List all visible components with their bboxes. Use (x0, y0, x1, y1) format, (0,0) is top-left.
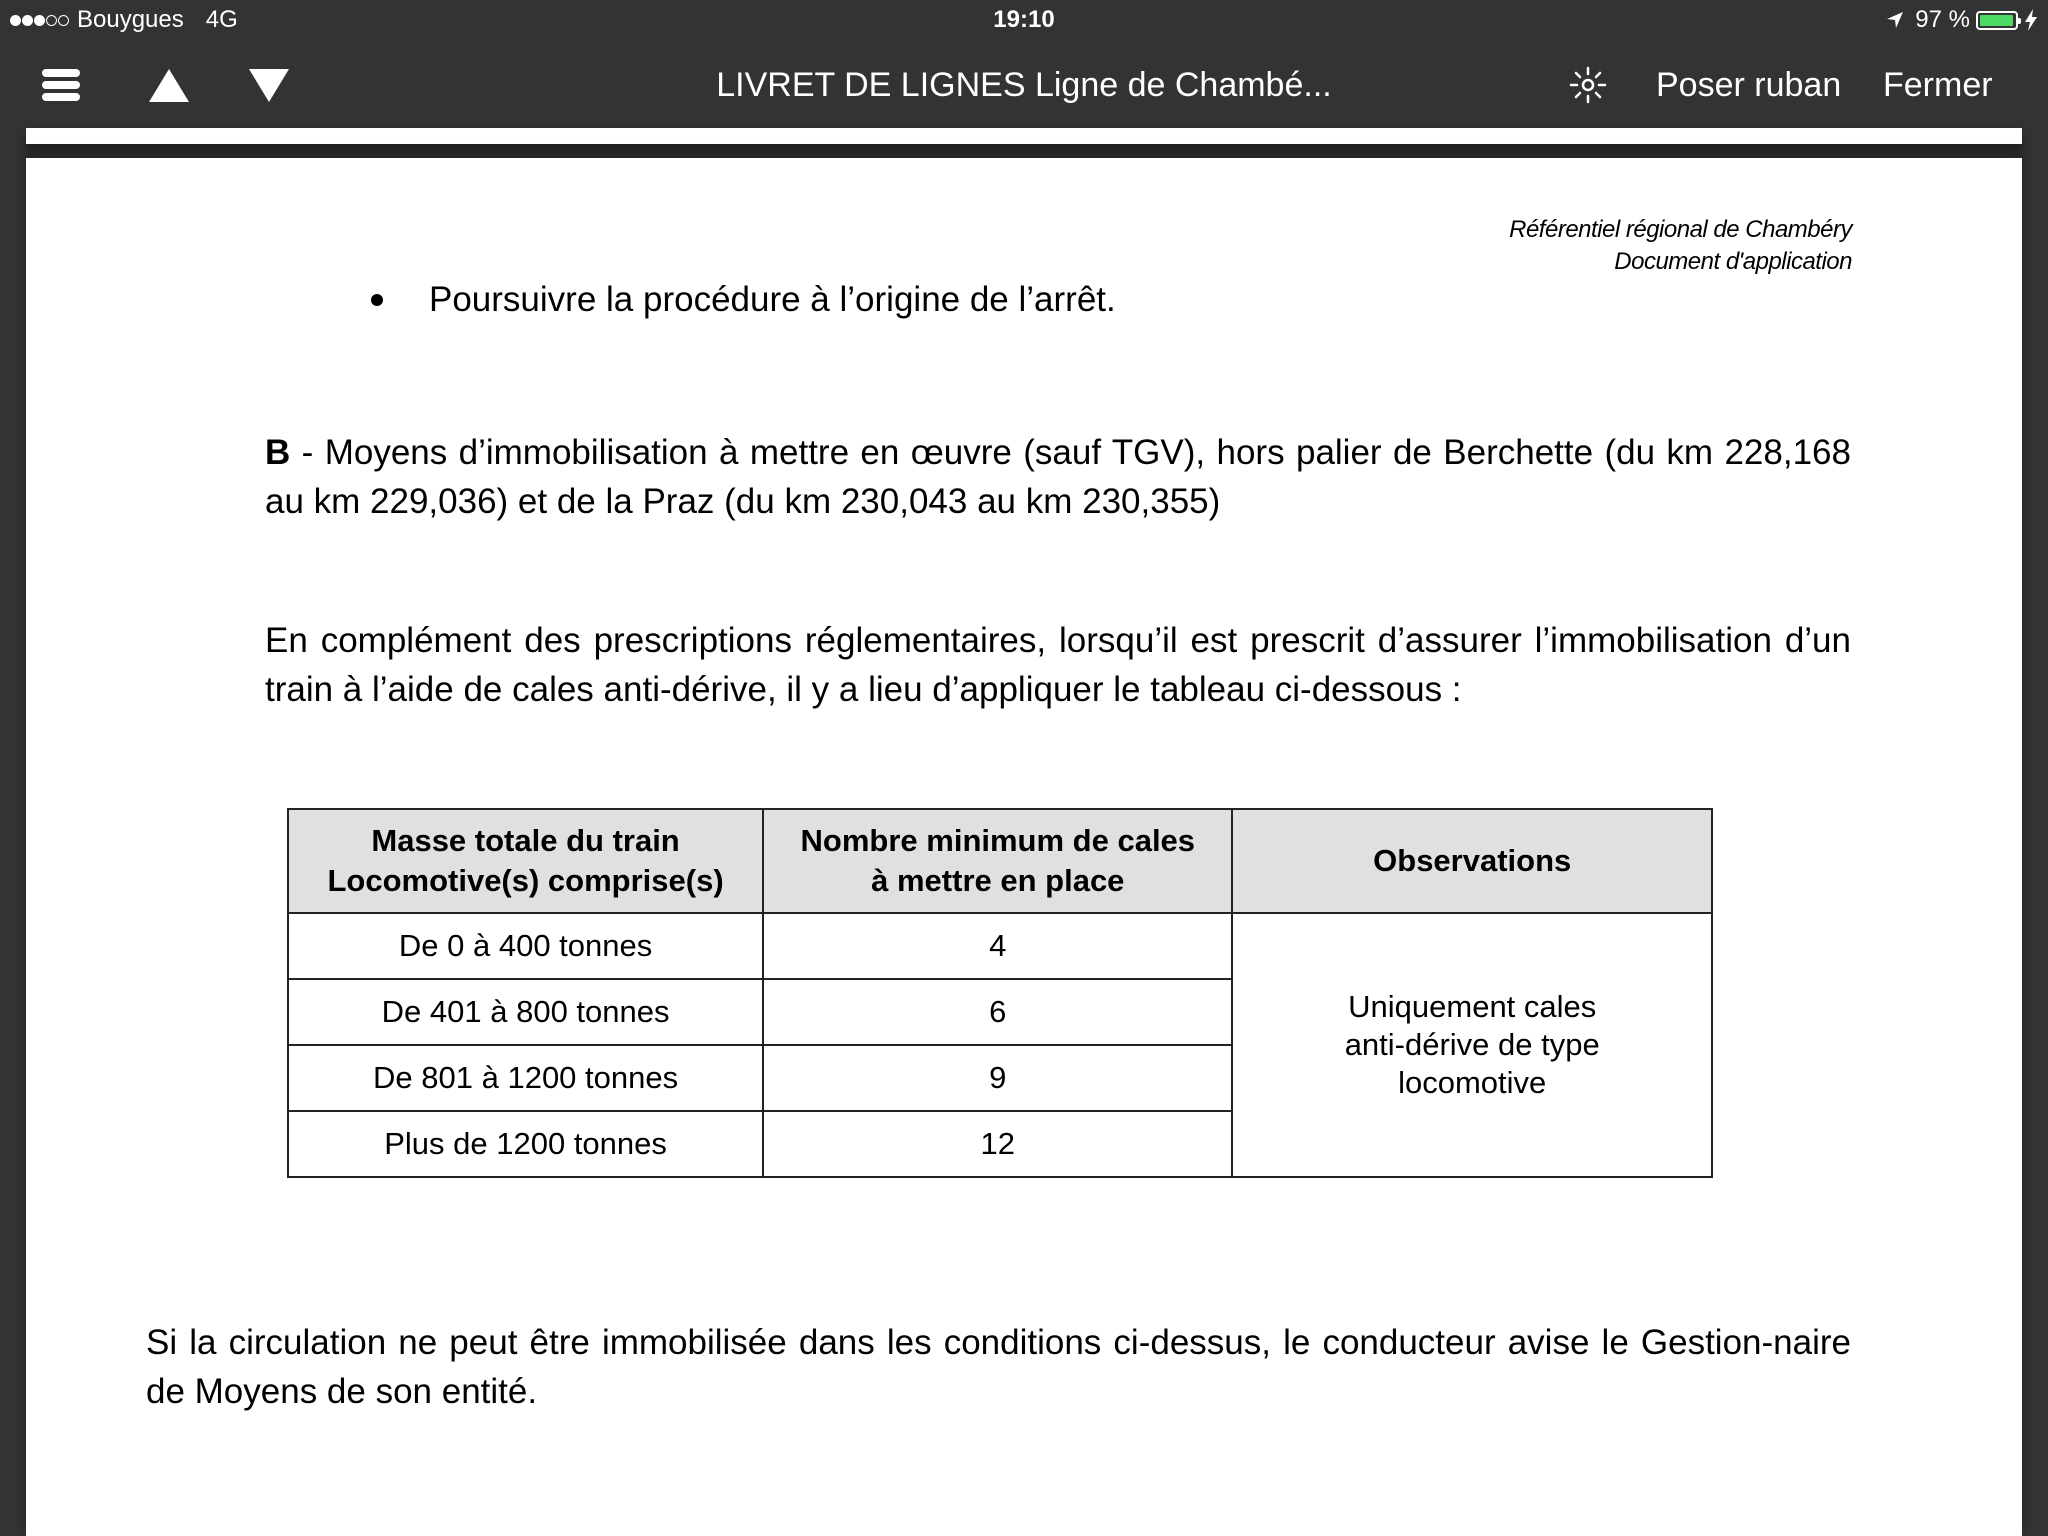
bullet-text: Poursuivre la procédure à l’origine de l’arrêt. (429, 280, 1116, 319)
carrier-name: Bouygues (77, 6, 184, 33)
mass-cell: Plus de 1200 tonnes (288, 1111, 763, 1177)
brightness-icon (1568, 65, 1608, 105)
mass-cell: De 0 à 400 tonnes (288, 913, 763, 979)
brightness-button[interactable] (1566, 42, 1610, 128)
cales-cell: 12 (763, 1111, 1232, 1177)
cales-table (287, 808, 1713, 1178)
close-button[interactable]: Fermer (1883, 66, 1993, 104)
cales-cell: 9 (763, 1045, 1232, 1111)
mass-cell: De 801 à 1200 tonnes (288, 1045, 763, 1111)
menu-button[interactable] (38, 42, 84, 128)
table-header-row (288, 809, 1712, 913)
header-line-2: Document d'application (1614, 248, 1852, 275)
bullet-icon (371, 294, 383, 306)
place-ribbon-button[interactable]: Poser ruban (1656, 66, 1842, 104)
cales-cell: 6 (763, 979, 1232, 1045)
triangle-up-icon (149, 69, 189, 102)
header-mass (288, 809, 763, 913)
status-time: 19:10 (993, 6, 1055, 33)
observation-line-1: Uniquement cales (1348, 989, 1597, 1024)
closing-paragraph: Si la circulation ne peut être immobilisée dans les conditions ci-dessus, le conducteur avise le Gestion-naire de Moyens de son entité. (146, 1323, 1851, 1411)
header-observations-line1: Observations (1373, 843, 1572, 878)
header-line-1: Référentiel régional de Chambéry (1509, 216, 1852, 243)
network-type: 4G (205, 6, 238, 33)
header-cales-line1: Nombre minimum de cales (800, 823, 1196, 858)
cales-cell: 4 (763, 913, 1232, 979)
next-page-button[interactable] (246, 42, 292, 128)
page-header (1509, 214, 1852, 278)
header-mass-line1: Masse totale du train (371, 823, 680, 858)
previous-page-edge (26, 128, 2022, 144)
intro-paragraph: En complément des prescriptions réglementaires, lorsqu’il est prescrit d’assurer l’immobilisation d’un train à l’aide de cales anti-dérive, il y a lieu d’appliquer le tableau ci-dessous : (265, 621, 1851, 709)
section-b-text: - Moyens d’immobilisation à mettre en œuvre (sauf TGV), hors palier de Berchette (du km 228,168 au km 229,036) et de la Praz (du km 230,043 au km 230,355) (265, 433, 1851, 521)
previous-page-button[interactable] (146, 42, 192, 128)
observation-line-3: locomotive (1398, 1065, 1547, 1100)
battery-icon (1976, 11, 2018, 30)
location-arrow-icon (1885, 10, 1905, 30)
header-cales-line2: à mettre en place (871, 863, 1125, 898)
header-cales (763, 809, 1232, 913)
table-row (288, 913, 1712, 979)
reader-toolbar (0, 42, 2048, 128)
hamburger-menu-icon (42, 69, 80, 101)
bullet-item (371, 280, 1116, 320)
mass-cell: De 401 à 800 tonnes (288, 979, 763, 1045)
document-title: LIVRET DE LIGNES Ligne de Chambé... (716, 66, 1332, 104)
observation-cell (1232, 913, 1712, 1177)
header-observations (1232, 809, 1712, 913)
triangle-down-icon (249, 69, 289, 102)
status-right (1885, 6, 2038, 34)
status-bar (0, 0, 2048, 42)
section-letter: B (265, 433, 291, 472)
battery-percent: 97 % (1915, 6, 1970, 33)
charging-bolt-icon (2024, 9, 2038, 31)
battery-fill (1980, 15, 2013, 26)
document-page[interactable] (26, 158, 2022, 1536)
section-b-heading (265, 428, 1851, 526)
header-mass-line2: Locomotive(s) comprise(s) (327, 863, 724, 898)
observation-line-2: anti-dérive de type (1344, 1027, 1600, 1062)
